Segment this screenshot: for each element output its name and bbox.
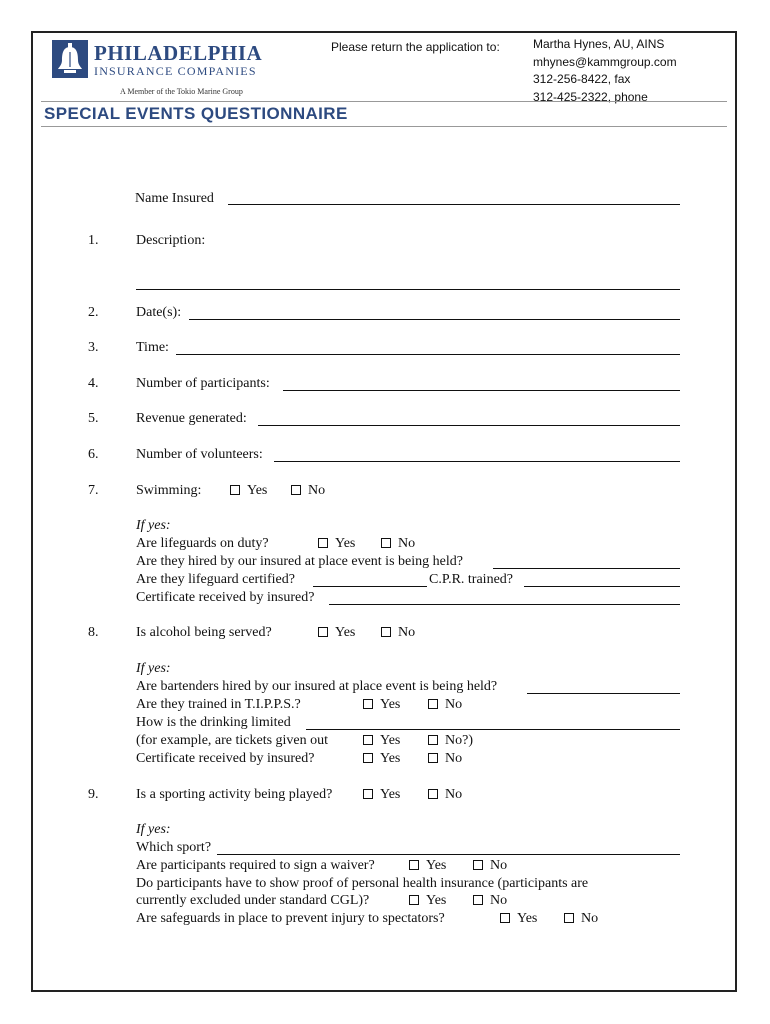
q4-label: Number of participants:: [136, 376, 270, 391]
checkbox[interactable]: [381, 627, 391, 637]
time-field[interactable]: [176, 354, 680, 355]
title-divider: [41, 126, 727, 127]
q5-number: 5.: [88, 411, 99, 426]
cpr-field[interactable]: [524, 586, 680, 587]
alcohol-no[interactable]: No: [381, 625, 415, 641]
name-insured-field[interactable]: [228, 204, 680, 205]
proof-label-line1: Do participants have to show proof of personal health insurance (participants are: [136, 876, 589, 891]
checkbox[interactable]: [428, 789, 438, 799]
drinking-limited-field[interactable]: [306, 729, 680, 730]
q9-label: Is a sporting activity being played?: [136, 787, 333, 802]
revenue-field[interactable]: [258, 425, 680, 426]
tickets-yes[interactable]: Yes: [363, 733, 400, 749]
q3-number: 3.: [88, 340, 99, 355]
description-field[interactable]: [136, 289, 680, 290]
waiver-label: Are participants required to sign a waiver?: [136, 858, 375, 873]
q3-label: Time:: [136, 340, 169, 355]
logo-member-text: A Member of the Tokio Marine Group: [120, 87, 243, 96]
tipps-label: Are they trained in T.I.P.P.S.?: [136, 697, 301, 712]
q7-number: 7.: [88, 483, 99, 498]
contact-block: [533, 36, 677, 106]
q4-number: 4.: [88, 376, 99, 391]
q8-certificate-label: Certificate received by insured?: [136, 751, 315, 766]
page-title: SPECIAL EVENTS QUESTIONNAIRE: [44, 104, 348, 123]
q9-number: 9.: [88, 787, 99, 802]
lifeguards-no[interactable]: No: [381, 536, 415, 552]
safeguards-no[interactable]: No: [564, 911, 598, 927]
q8-certificate-no[interactable]: No: [428, 751, 462, 767]
proof-no[interactable]: No: [473, 893, 507, 909]
checkbox[interactable]: [318, 538, 328, 548]
checkbox[interactable]: [363, 699, 373, 709]
contact-fax: 312-256-8422, fax: [533, 72, 631, 86]
lifeguards-hired-field[interactable]: [493, 568, 680, 569]
bartenders-field[interactable]: [527, 693, 680, 694]
tipps-yes[interactable]: Yes: [363, 697, 400, 713]
checkbox[interactable]: [409, 895, 419, 905]
lifeguards-hired-label: Are they hired by our insured at place event is being held?: [136, 554, 463, 569]
checkbox[interactable]: [318, 627, 328, 637]
q2-number: 2.: [88, 305, 99, 320]
q6-number: 6.: [88, 447, 99, 462]
checkbox[interactable]: [291, 485, 301, 495]
which-sport-field[interactable]: [217, 854, 680, 855]
participants-field[interactable]: [283, 390, 680, 391]
waiver-no[interactable]: No: [473, 858, 507, 874]
checkbox[interactable]: [409, 860, 419, 870]
lifeguard-certified-label: Are they lifeguard certified?: [136, 572, 295, 587]
header-divider: [41, 101, 727, 102]
q7-label: Swimming:: [136, 483, 202, 498]
checkbox[interactable]: [428, 753, 438, 763]
bartenders-label: Are bartenders hired by our insured at place event is being held?: [136, 679, 498, 694]
swimming-no[interactable]: No: [291, 483, 325, 499]
name-insured-label: Name Insured: [135, 191, 214, 206]
dates-field[interactable]: [189, 319, 680, 320]
checkbox[interactable]: [363, 753, 373, 763]
checkbox[interactable]: [363, 789, 373, 799]
contact-name: Martha Hynes, AU, AINS: [533, 37, 665, 51]
checkbox[interactable]: [428, 699, 438, 709]
q8-number: 8.: [88, 625, 99, 640]
which-sport-label: Which sport?: [136, 840, 212, 855]
q1-label: Description:: [136, 233, 206, 248]
q8-if-yes: If yes:: [136, 661, 171, 676]
return-label: Please return the application to:: [331, 40, 500, 54]
checkbox[interactable]: [500, 913, 510, 923]
checkbox[interactable]: [230, 485, 240, 495]
proof-yes[interactable]: Yes: [409, 893, 446, 909]
sport-no[interactable]: No: [428, 787, 462, 803]
q8-label: Is alcohol being served?: [136, 625, 272, 640]
safeguards-yes[interactable]: Yes: [500, 911, 537, 927]
lifeguards-yes[interactable]: Yes: [318, 536, 355, 552]
q1-number: 1.: [88, 233, 99, 248]
lifeguard-certified-field[interactable]: [313, 586, 427, 587]
drinking-limited-label: How is the drinking limited: [136, 715, 291, 730]
q5-label: Revenue generated:: [136, 411, 247, 426]
lifeguards-label: Are lifeguards on duty?: [136, 536, 269, 551]
logo-line1: PHILADELPHIA: [94, 41, 263, 65]
sport-yes[interactable]: Yes: [363, 787, 400, 803]
tickets-no[interactable]: No?): [428, 733, 473, 749]
checkbox[interactable]: [473, 895, 483, 905]
waiver-yes[interactable]: Yes: [409, 858, 446, 874]
contact-email: mhynes@kammgroup.com: [533, 54, 677, 69]
checkbox[interactable]: [363, 735, 373, 745]
checkbox[interactable]: [381, 538, 391, 548]
alcohol-yes[interactable]: Yes: [318, 625, 355, 641]
volunteers-field[interactable]: [274, 461, 680, 462]
q2-label: Date(s):: [136, 305, 182, 320]
proof-label-line2: currently excluded under standard CGL)?: [136, 893, 370, 908]
checkbox[interactable]: [564, 913, 574, 923]
safeguards-label: Are safeguards in place to prevent injury to spectators?: [136, 911, 445, 926]
cpr-label: C.P.R. trained?: [429, 572, 513, 587]
logo-line2: INSURANCE COMPANIES: [94, 64, 257, 78]
q7-if-yes: If yes:: [136, 518, 171, 533]
checkbox[interactable]: [473, 860, 483, 870]
q6-label: Number of volunteers:: [136, 447, 263, 462]
q7-certificate-field[interactable]: [329, 604, 680, 605]
liberty-bell-icon: [52, 40, 88, 78]
swimming-yes[interactable]: Yes: [230, 483, 267, 499]
contact-phone: 312-425-2322, phone: [533, 89, 648, 104]
q8-certificate-yes[interactable]: Yes: [363, 751, 400, 767]
q7-certificate-label: Certificate received by insured?: [136, 590, 315, 605]
checkbox[interactable]: [428, 735, 438, 745]
tipps-no[interactable]: No: [428, 697, 462, 713]
tickets-example-label: (for example, are tickets given out: [136, 733, 329, 748]
q9-if-yes: If yes:: [136, 822, 171, 837]
